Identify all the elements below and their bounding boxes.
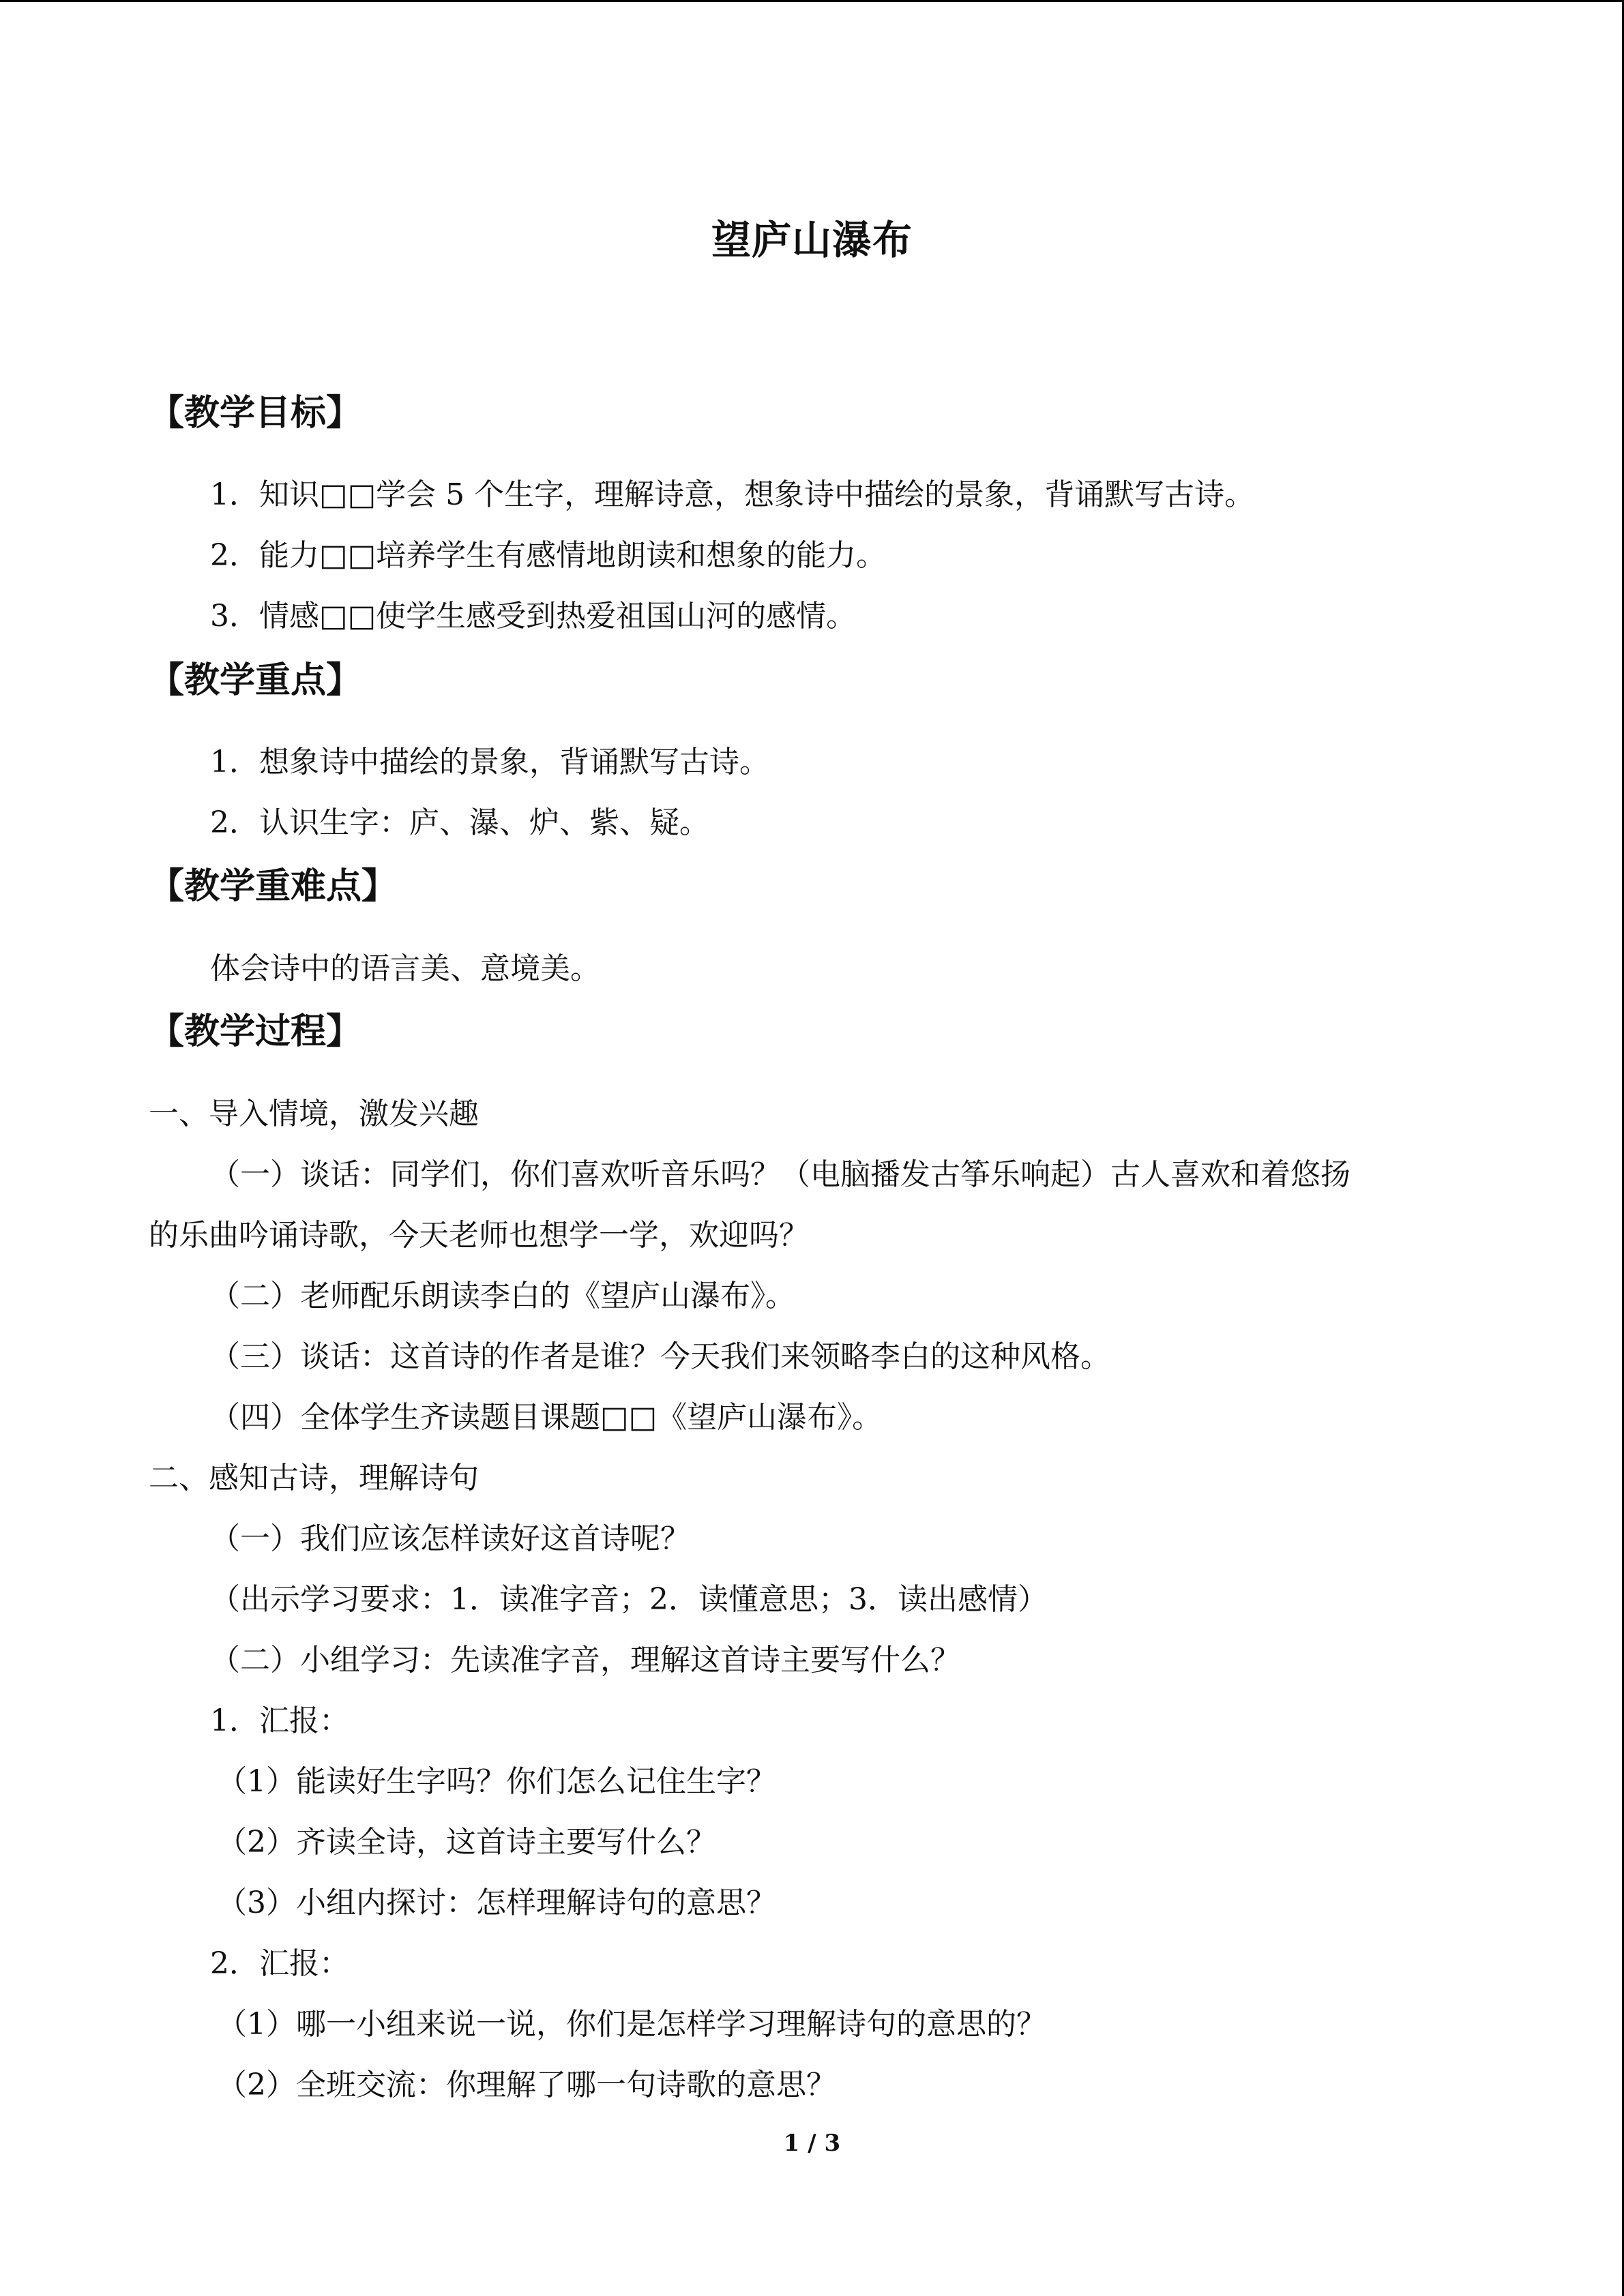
- objective-item-1: 1．知识□□学会 5 个生字，理解诗意，想象诗中描绘的景象，背诵默写古诗。: [210, 477, 1255, 512]
- process-line: 2．汇报：: [210, 1946, 349, 1981]
- process-line: （3）小组内探讨：怎样理解诗句的意思？: [217, 1885, 776, 1920]
- document-title: 望庐山瀑布: [711, 217, 913, 263]
- process-line: （二）小组学习：先读准字音，理解这首诗主要写什么？: [210, 1643, 960, 1678]
- process-line: （出示学习要求：1．读准字音；2．读懂意思；3．读出感情）: [210, 1582, 1048, 1617]
- objective-item-3: 3．情感□□使学生感受到热爱祖国山河的感情。: [210, 599, 857, 633]
- difficulty-item-1: 体会诗中的语言美、意境美。: [210, 951, 600, 986]
- process-step-heading-2: 二、感知古诗，理解诗句: [149, 1461, 479, 1495]
- section-heading-key-points: 【教学重点】: [149, 660, 362, 701]
- page-number: 1 / 3: [783, 2130, 841, 2157]
- process-line-continuation: 的乐曲吟诵诗歌，今天老师也想学一学，欢迎吗？: [149, 1218, 809, 1253]
- process-line: （2）全班交流：你理解了哪一句诗歌的意思？: [217, 2068, 836, 2102]
- process-step-heading-1: 一、导入情境，激发兴趣: [149, 1097, 479, 1131]
- process-line: （三）谈话：这首诗的作者是谁？今天我们来领略李白的这种风格。: [210, 1339, 1110, 1374]
- process-line: （一）谈话：同学们，你们喜欢听音乐吗？（电脑播发古筝乐响起）古人喜欢和着悠扬: [210, 1157, 1350, 1192]
- key-point-item-1: 1．想象诗中描绘的景象，背诵默写古诗。: [210, 745, 769, 779]
- objective-item-2: 2．能力□□培养学生有感情地朗读和想象的能力。: [210, 538, 887, 573]
- process-line: （一）我们应该怎样读好这首诗呢？: [210, 1521, 690, 1556]
- process-line: （四）全体学生齐读题目课题□□《望庐山瀑布》。: [210, 1400, 883, 1435]
- section-heading-process: 【教学过程】: [149, 1011, 362, 1052]
- process-line: （1）能读好生字吗？你们怎么记住生字？: [217, 1764, 776, 1799]
- section-heading-difficulties: 【教学重难点】: [149, 866, 398, 907]
- process-line: （1）哪一小组来说一说，你们是怎样学习理解诗句的意思的？: [217, 2007, 1046, 2042]
- process-line: （二）老师配乐朗读李白的《望庐山瀑布》。: [210, 1279, 795, 1313]
- key-point-item-2: 2．认识生字：庐、瀑、炉、紫、疑。: [210, 805, 709, 840]
- process-line: 1．汇报：: [210, 1703, 349, 1738]
- process-line: （2）齐读全诗，这首诗主要写什么？: [217, 1825, 716, 1860]
- section-heading-objectives: 【教学目标】: [149, 393, 362, 434]
